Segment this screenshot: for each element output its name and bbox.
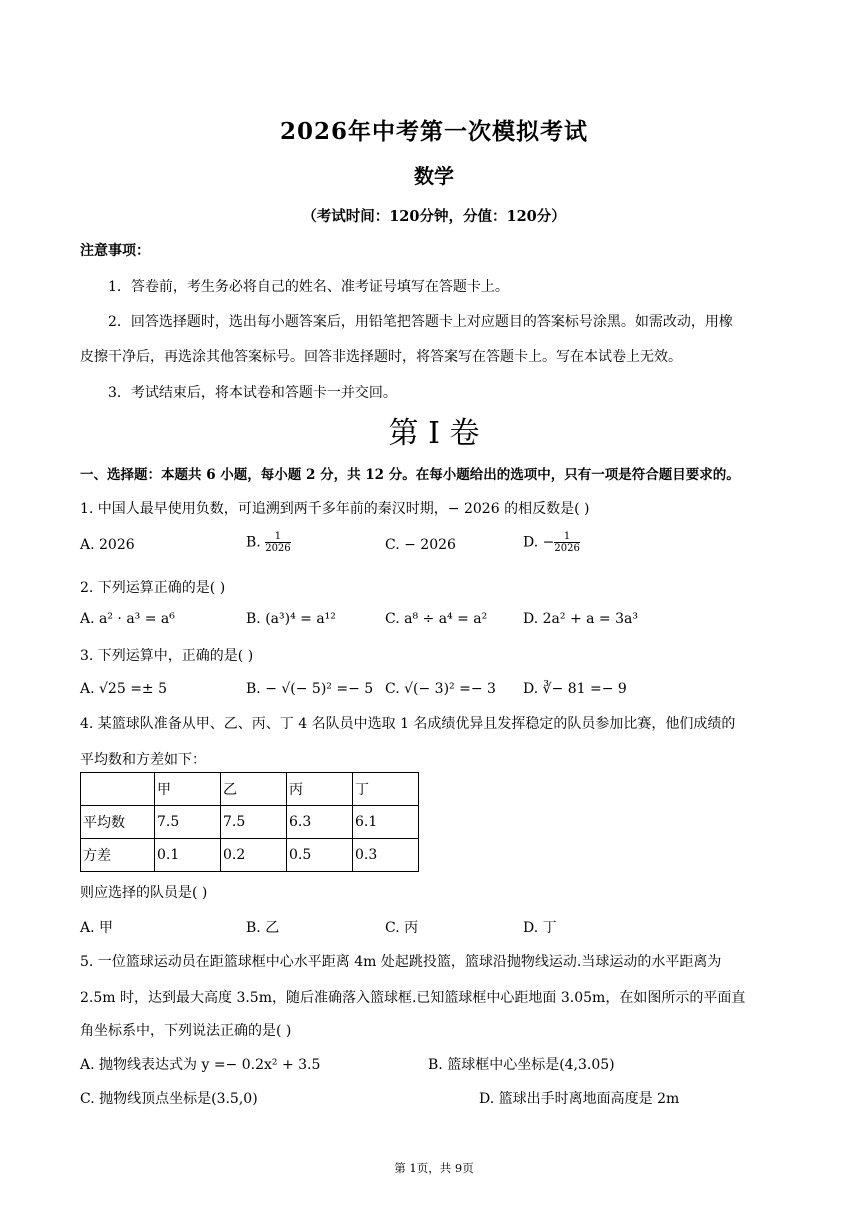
table-cell: 乙 [221, 773, 287, 806]
fraction-denominator: 2026 [554, 543, 580, 554]
q1-option-b-prefix: B. [246, 534, 266, 551]
section-1-heading: 一、选择题：本题共 6 小题，每小题 2 分，共 12 分。在每小题给出的选项中，只有一项是符合题目要求的。 [80, 467, 740, 483]
q3-option-d: D. ∛− 81 =− 9 [523, 681, 627, 697]
table-cell: 7.5 [221, 806, 287, 839]
q5-stem-line-2: 2.5m 时，达到最大高度 3.5m，随后准确落入篮球框.已知篮球框中心距地面 3.05m，在如图所示的平面直 [80, 990, 746, 1006]
q5-stem-line-3: 角坐标系中，下列说法正确的是( ) [80, 1023, 292, 1039]
q3-option-a: A. √25 =± 5 [80, 681, 168, 697]
q5-option-d: D. 篮球出手时离地面高度是 2m [479, 1091, 680, 1107]
q2-stem: 2. 下列运算正确的是( ) [80, 580, 226, 596]
fraction-denominator: 2026 [265, 543, 291, 554]
q1-option-a: A. 2026 [80, 537, 135, 553]
q4-stem-line-1: 4. 某篮球队准备从甲、乙、丙、丁 4 名队员中选取 1 名成绩优异且发挥稳定的队员参加比赛，他们成绩的 [80, 716, 736, 732]
q5-stem-line-1: 5. 一位篮球运动员在距篮球框中心水平距离 4m 处起跳投篮，篮球沿抛物线运动.当球运动的水平距离为 [80, 954, 722, 970]
table-cell: 0.3 [353, 839, 419, 872]
volume-title: 第 I 卷 [388, 416, 480, 451]
q4-question: 则应选择的队员是( ) [80, 885, 208, 901]
q2-option-d: D. 2a² + a = 3a³ [523, 611, 638, 627]
q1-option-d-fraction [554, 531, 579, 554]
q2-option-a: A. a² · a³ = a⁶ [80, 611, 175, 627]
fraction-numerator: 1 [554, 531, 579, 543]
q1-stem: 1. 中国人最早使用负数，可追溯到两千多年前的秦汉时期，− 2026 的相反数是( ) [80, 501, 590, 517]
q2-option-b: B. (a³)⁴ = a¹² [246, 611, 336, 627]
notice-item-2-line-2: 皮擦干净后，再选涂其他答案标号。回答非选择题时，将答案写在答题卡上。写在本试卷上无效。 [80, 349, 682, 365]
table-cell [81, 773, 155, 806]
q4-score-table [80, 772, 419, 872]
q4-stem-line-2: 平均数和方差如下： [80, 752, 206, 768]
table-cell: 丙 [287, 773, 353, 806]
table-cell: 甲 [155, 773, 221, 806]
q3-stem: 3. 下列运算中，正确的是( ) [80, 648, 254, 664]
page-footer: 第 1页，共 9页 [394, 1161, 474, 1175]
table-cell: 丁 [353, 773, 419, 806]
q2-option-c: C. a⁸ ÷ a⁴ = a² [385, 611, 488, 627]
q4-option-c: C. 丙 [385, 920, 419, 936]
q1-option-b [246, 531, 291, 554]
q4-option-a: A. 甲 [80, 920, 114, 936]
table-cell: 6.1 [353, 806, 419, 839]
exam-subject: 数学 [414, 164, 454, 188]
q3-option-b: B. − √(− 5)² =− 5 [246, 681, 374, 697]
q4-option-b: B. 乙 [246, 920, 280, 936]
q5-option-b: B. 篮球框中心坐标是(4,3.05) [428, 1057, 615, 1073]
fraction-numerator: 1 [265, 531, 290, 543]
q1-option-c: C. − 2026 [385, 537, 456, 553]
notice-item-2-line-1: 2．回答选择题时，选出每小题答案后，用铅笔把答题卡上对应题目的答案标号涂黑。如需改动，用橡 [108, 314, 733, 330]
exam-title: 2026年中考第一次模拟考试 [279, 118, 588, 145]
table-cell: 0.1 [155, 839, 221, 872]
table-cell: 方差 [81, 839, 155, 872]
table-cell: 平均数 [81, 806, 155, 839]
table-cell: 0.2 [221, 839, 287, 872]
table-cell: 6.3 [287, 806, 353, 839]
q1-option-b-fraction [265, 531, 290, 554]
notice-item-3: 3．考试结束后，将本试卷和答题卡一并交回。 [108, 385, 397, 401]
q1-option-d [523, 531, 580, 554]
table-cell: 7.5 [155, 806, 221, 839]
table-row [81, 806, 419, 839]
table-cell: 0.5 [287, 839, 353, 872]
table-header-row [81, 773, 419, 806]
q4-option-d: D. 丁 [523, 920, 557, 936]
exam-time-info: （考试时间：120分钟，分值：120分） [302, 208, 566, 225]
q5-option-c: C. 抛物线顶点坐标是(3.5,0) [80, 1091, 258, 1107]
q3-option-c: C. √(− 3)² =− 3 [385, 681, 496, 697]
notice-item-1: 1．答卷前，考生务必将自己的姓名、准考证号填写在答题卡上。 [108, 279, 509, 295]
q1-option-d-prefix: D. − [523, 534, 555, 551]
table-row [81, 839, 419, 872]
q5-option-a: A. 抛物线表达式为 y =− 0.2x² + 3.5 [80, 1057, 321, 1073]
notice-heading: 注意事项： [80, 243, 150, 259]
